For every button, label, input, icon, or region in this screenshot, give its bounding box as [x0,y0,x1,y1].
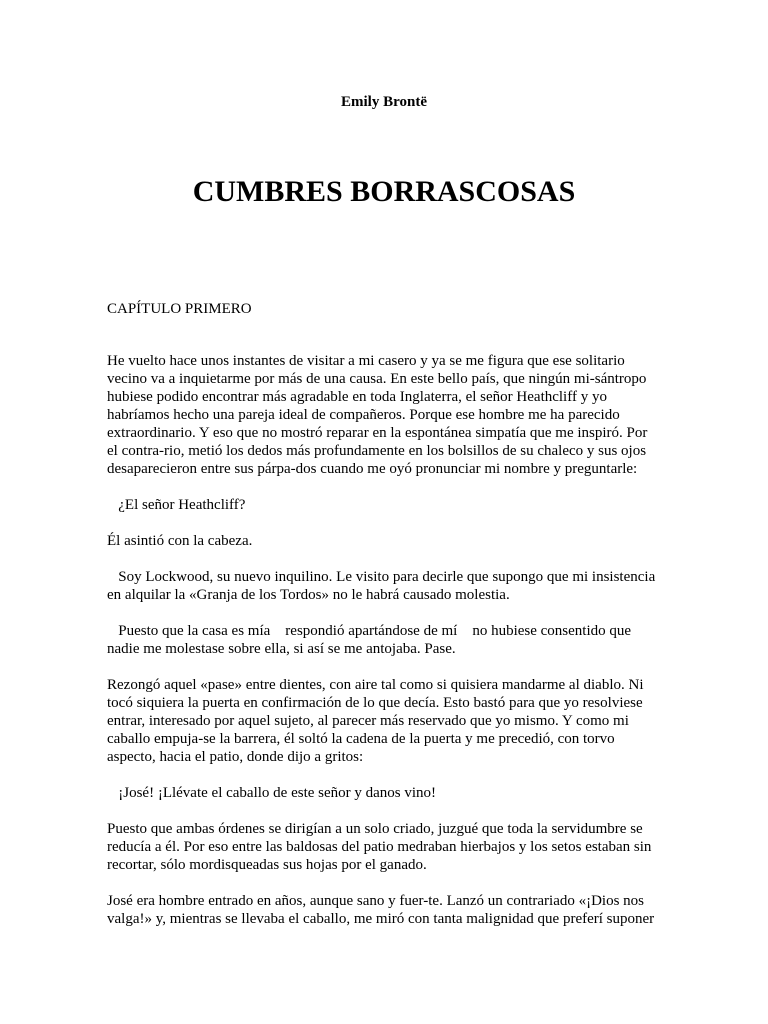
paragraph-line: extraordinario. Y eso que no mostró reparar en la espontánea simpatía que me inspiró. Por [107,425,648,441]
paragraph-line: nadie me molestase sobre ella, si así se me antojaba. Pase. [107,641,456,657]
paragraph-line: aspecto, hacia el patio, donde dijo a gritos: [107,749,364,765]
paragraph-line: Puesto que ambas órdenes se dirigían a un solo criado, juzgué que toda la servidumbre se [107,821,643,837]
paragraph-line: reducía a él. Por eso entre las baldosas del patio medraban hierbajos y los setos estaban sin [107,839,652,855]
paragraph-line: recortar, sólo mordisqueadas sus hojas por el ganado. [107,857,427,873]
paragraph-line: en alquilar la «Granja de los Tordos» no le habrá causado molestia. [107,587,510,603]
paragraph-line: Él asintió con la cabeza. [107,533,253,549]
paragraph-line: caballo empuja-se la barrera, él soltó la cadena de la puerta y me precedió, con torvo [107,731,615,747]
author-name: Emily Brontë [341,94,427,110]
paragraph-line: desaparecieron entre sus párpa-dos cuando me oyó pronunciar mi nombre y preguntarle: [107,461,638,477]
dialogue-line: Puesto que la casa es mía respondió apartándose de mí no hubiese consentido que [107,623,632,639]
paragraph-line: habríamos hecho una pareja ideal de compañeros. Porque ese hombre me ha parecido [107,407,620,423]
paragraph-line: José era hombre entrado en años, aunque sano y fuer-te. Lanzó un contrariado «¡Dios nos [107,893,645,909]
book-title: CUMBRES BORRASCOSAS [192,175,576,208]
chapter-heading: CAPÍTULO PRIMERO [107,301,252,317]
paragraph-line: el contra-rio, metió los dedos más profundamente en los bolsillos de su chaleco y sus ojos [107,443,647,459]
paragraph-line: He vuelto hace unos instantes de visitar a mi casero y ya se me figura que ese solitario [107,353,625,369]
dialogue-line: Soy Lockwood, su nuevo inquilino. Le visito para decirle que supongo que mi insistencia [107,569,656,585]
dialogue-line: ¡José! ¡Llévate el caballo de este señor y danos vino! [107,785,437,801]
paragraph-line: entrar, interesado por aquel sujeto, al parecer más reservado que yo mismo. Y como mi [107,713,629,729]
dialogue-line: ¿El señor Heathcliff? [107,497,246,513]
paragraph-line: tocó siquiera la puerta en confirmación de lo que decía. Esto bastó para que yo resolviese [107,695,643,711]
paragraph-line: vecino va a inquietarme por más de una causa. En este bello país, que ningún mi-sántropo [107,371,647,387]
paragraph-line: hubiese podido encontrar más agradable en toda Inglaterra, el señor Heathcliff y yo [107,389,607,405]
paragraph-line: valga!» y, mientras se llevaba el caballo, me miró con tanta malignidad que preferí suponer [107,911,655,927]
paragraph-line: Rezongó aquel «pase» entre dientes, con aire tal como si quisiera mandarme al diablo. Ni [107,677,644,693]
